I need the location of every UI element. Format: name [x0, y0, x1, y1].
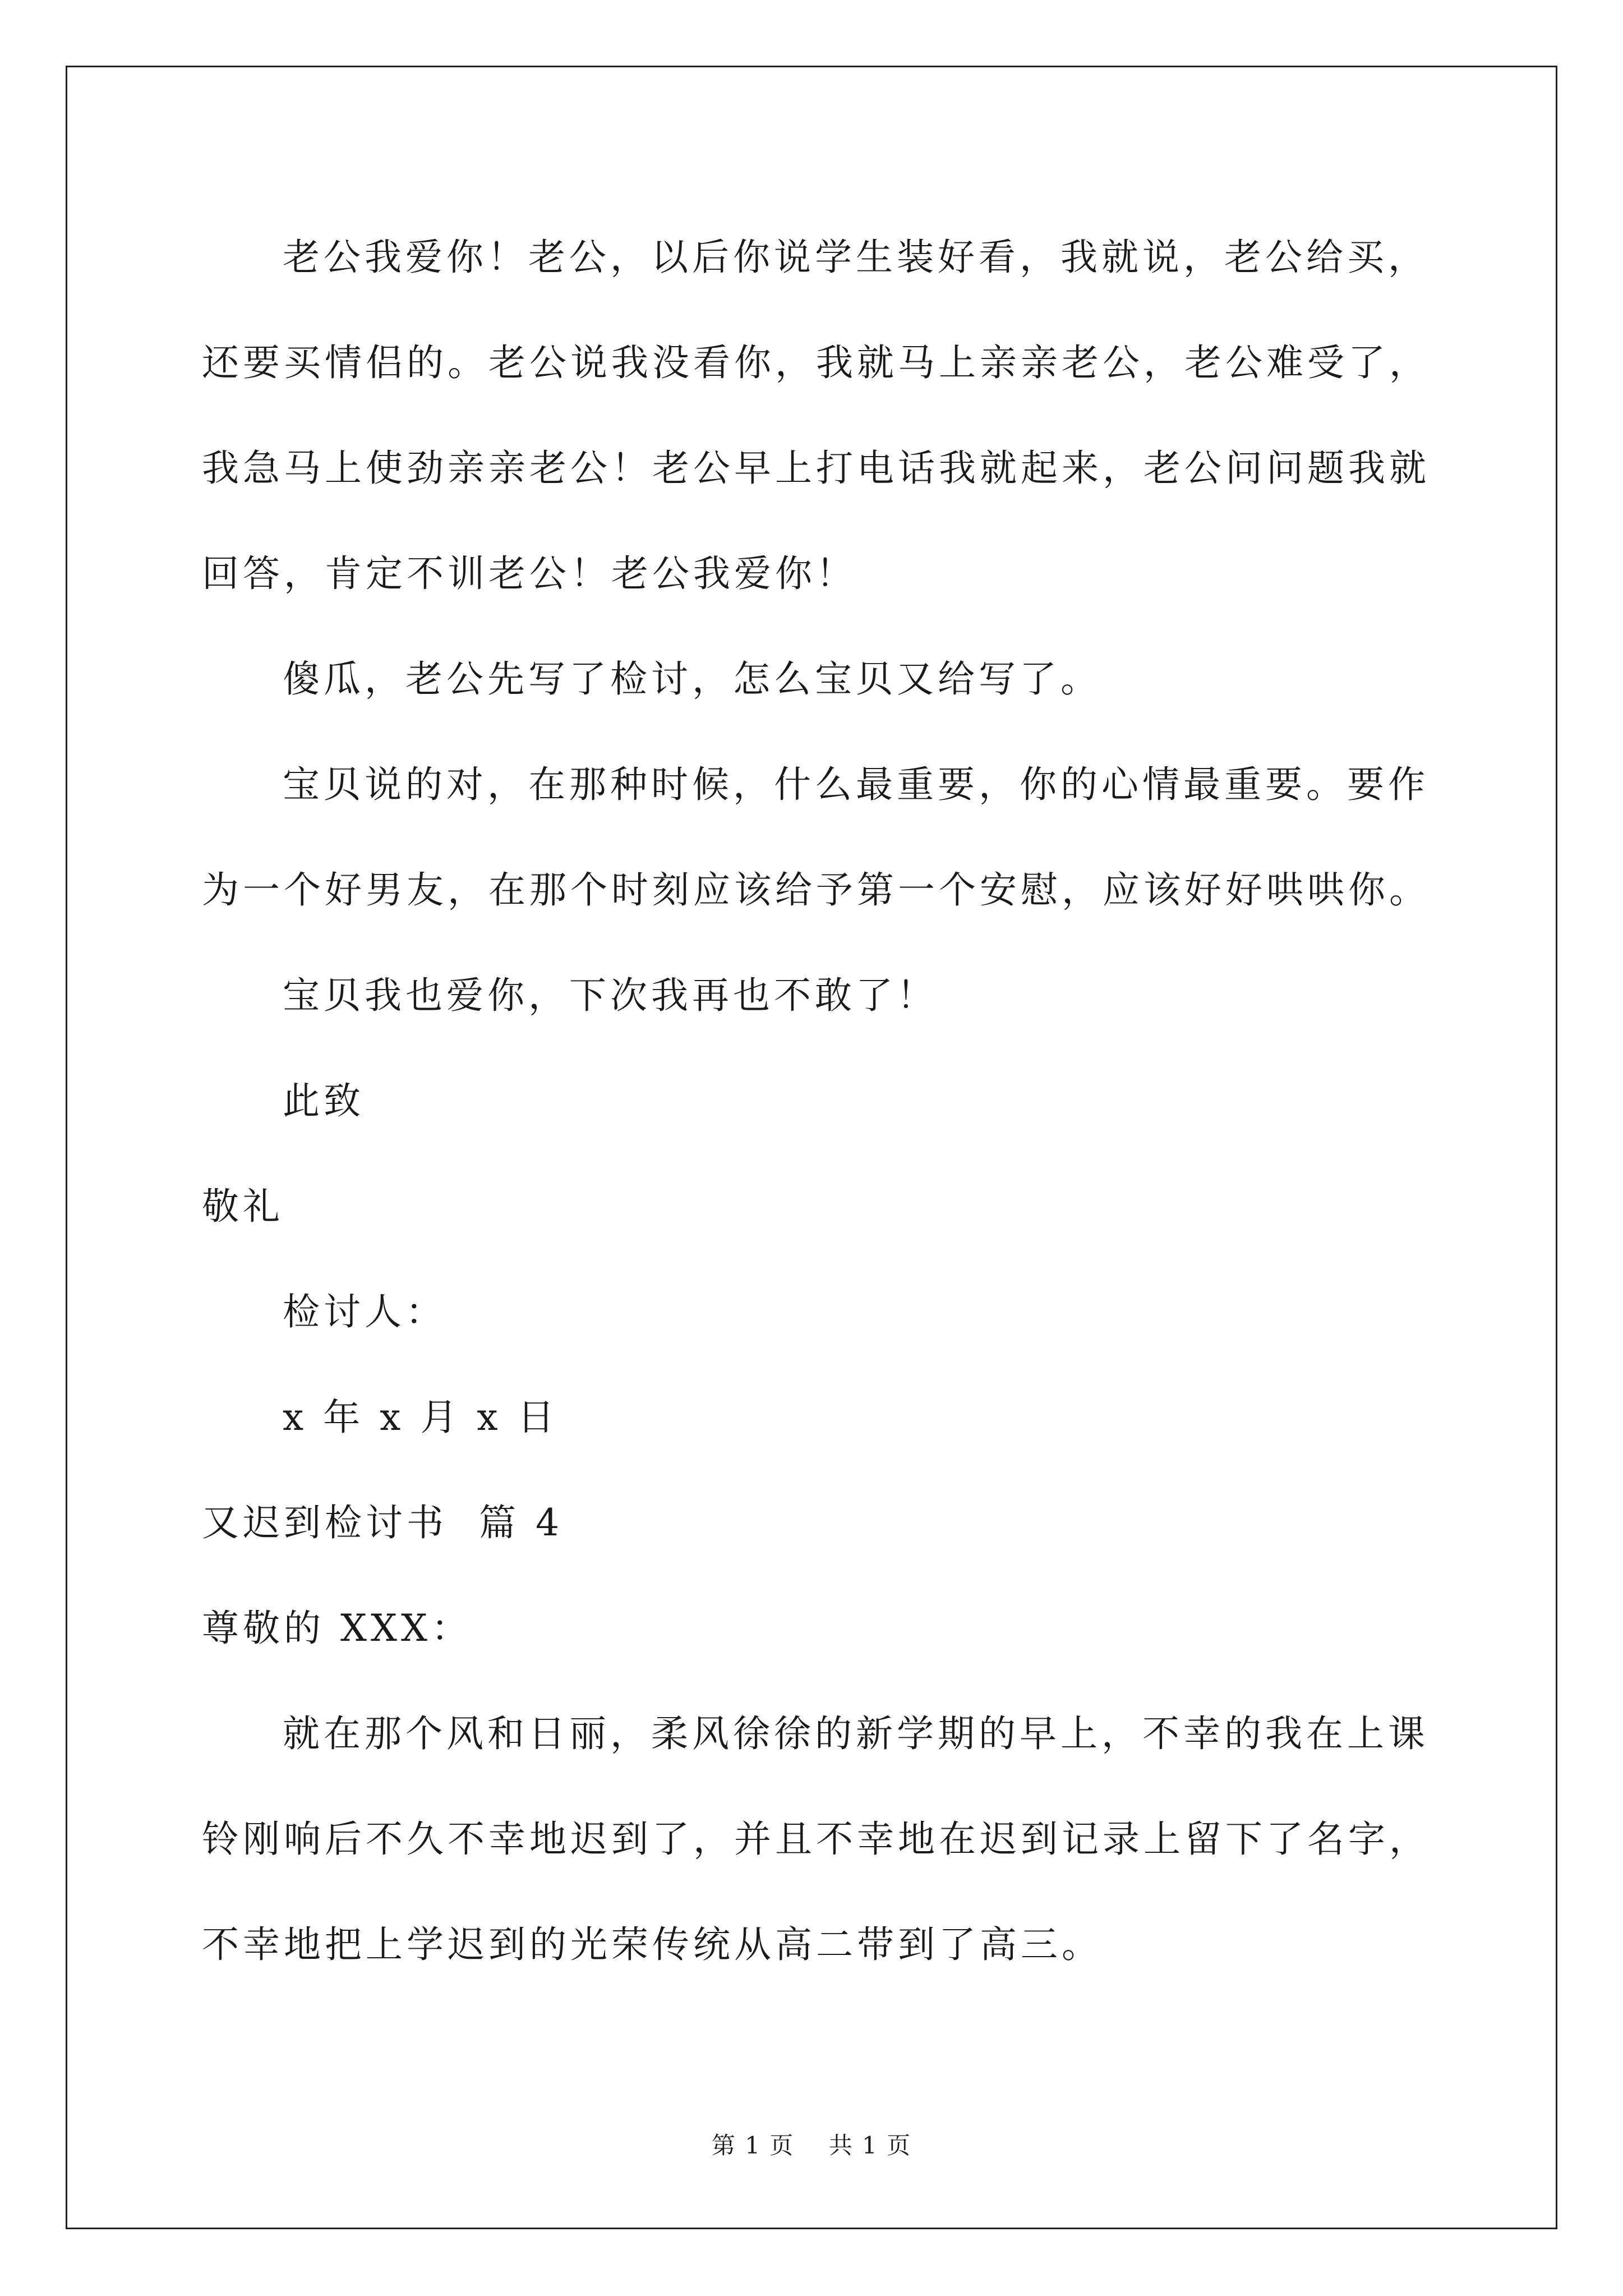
signature-label: 检讨人： — [283, 1290, 446, 1333]
paragraph-love-letter: 老公我爱你！老公，以后你说学生装好看，我就说，老公给买，还要买情侣的。老公说我没看你，我就马上亲亲老公，老公难受了，我急马上使劲亲亲老公！老公早上打电话我就起来，老公问问题我就回答，肯定不训老公！老公我爱你！ — [202, 236, 1430, 595]
paragraph-promise: 宝贝我也爱你，下次我再也不敢了！ — [283, 974, 938, 1017]
paragraph-late-story: 就在那个风和日丽，柔风徐徐的新学期的早上，不幸的我在上课铃刚响后不久不幸地迟到了，并且不幸地在迟到记录上留下了名字，不幸地把上学迟到的光荣传统从高二带到了高三。 — [202, 1712, 1430, 1966]
paragraph-reply: 傻瓜，老公先写了检讨，怎么宝贝又给写了。 — [283, 657, 1101, 701]
paragraph-apology: 宝贝说的对，在那种时候，什么最重要，你的心情最重要。要作为一个好男友，在那个时刻应该给予第一个安慰，应该好好哄哄你。 — [202, 763, 1430, 912]
page-number-footer: 第 1 页 共 1 页 — [711, 2132, 912, 2159]
closing-regards: 敬礼 — [202, 1185, 284, 1228]
document-body — [202, 205, 1436, 1998]
closing-salutation: 此致 — [283, 1079, 365, 1122]
date-line: x 年 x 月 x 日 — [283, 1396, 559, 1439]
greeting-line: 尊敬的 XXX： — [202, 1607, 472, 1650]
section-title: 又迟到检讨书 篇 4 — [202, 1501, 563, 1544]
